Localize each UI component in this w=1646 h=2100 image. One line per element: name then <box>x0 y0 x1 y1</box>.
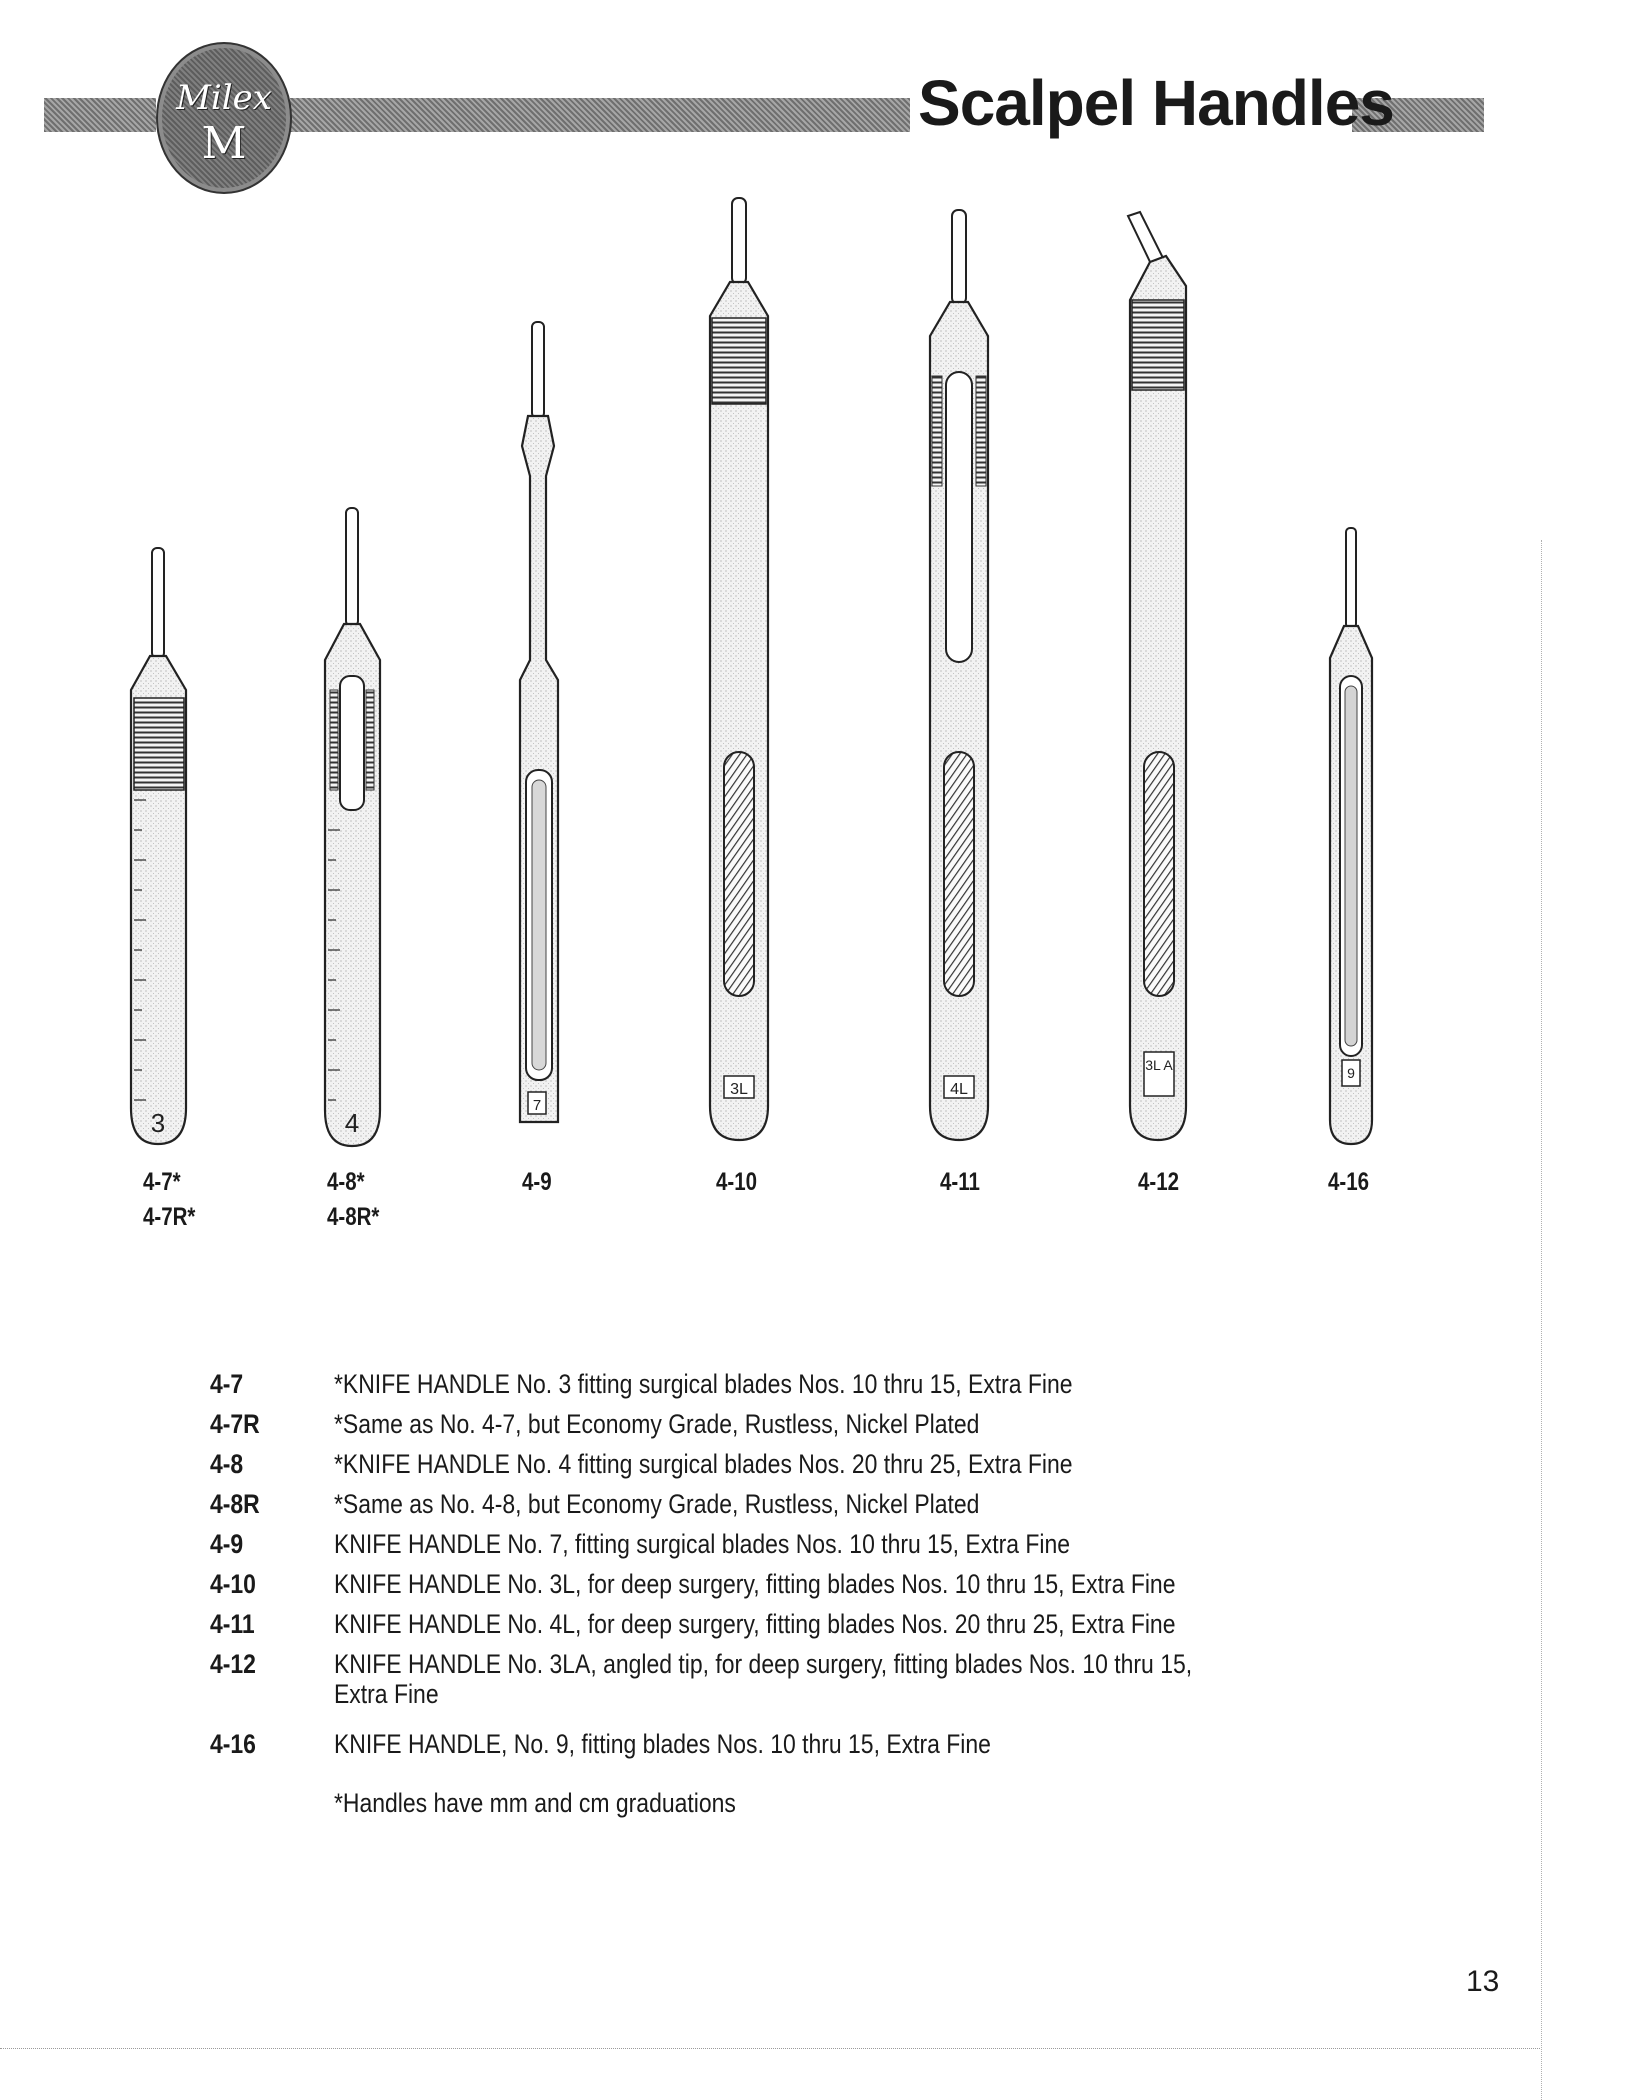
description-text: KNIFE HANDLE No. 4L, for deep surgery, fitting blades Nos. 20 thru 25, Extra Fine <box>334 1609 1176 1639</box>
label-4-8r: 4-8R* <box>327 1203 380 1231</box>
description-code: 4-7 <box>210 1369 244 1399</box>
handle-stamp-4-16: 9 <box>1347 1065 1355 1081</box>
description-code: 4-8 <box>210 1449 244 1479</box>
handle-4-11-drawing <box>930 210 988 1140</box>
description-code: 4-12 <box>210 1649 256 1679</box>
description-code: 4-16 <box>210 1729 256 1759</box>
label-4-10: 4-10 <box>716 1168 758 1196</box>
description-code: 4-8R <box>210 1489 260 1519</box>
handle-stamp-4-10: 3L <box>730 1081 748 1098</box>
page-number: 13 <box>1466 1965 1500 1998</box>
handle-4-12-drawing <box>1128 212 1186 1140</box>
right-divider <box>1541 540 1542 2100</box>
label-4-9: 4-9 <box>522 1168 552 1196</box>
description-text: *KNIFE HANDLE No. 3 fitting surgical blades Nos. 10 thru 15, Extra Fine <box>334 1369 1073 1399</box>
footnote: *Handles have mm and cm graduations <box>334 1788 736 1818</box>
page-title: Scalpel Handles <box>918 67 1394 139</box>
description-text: *Same as No. 4-7, but Economy Grade, Rustless, Nickel Plated <box>334 1409 980 1439</box>
description-code: 4-7R <box>210 1409 260 1439</box>
label-4-7r: 4-7R* <box>143 1203 196 1231</box>
description-text: *KNIFE HANDLE No. 4 fitting surgical blades Nos. 20 thru 25, Extra Fine <box>334 1449 1073 1479</box>
label-4-12: 4-12 <box>1138 1168 1180 1196</box>
handle-4-7-drawing <box>131 548 186 1144</box>
label-4-8: 4-8* <box>327 1168 365 1196</box>
handle-stamp-4-7: 3 <box>150 1108 166 1138</box>
label-4-16: 4-16 <box>1328 1168 1370 1196</box>
handle-4-16-drawing <box>1330 528 1372 1144</box>
description-text: KNIFE HANDLE No. 3L, for deep surgery, fitting blades Nos. 10 thru 15, Extra Fine <box>334 1569 1176 1599</box>
bottom-divider <box>0 2048 1540 2049</box>
label-4-11: 4-11 <box>940 1168 980 1196</box>
logo-script: Milex <box>176 78 272 118</box>
description-code: 4-9 <box>210 1529 244 1559</box>
description-text: *Same as No. 4-8, but Economy Grade, Rustless, Nickel Plated <box>334 1489 980 1519</box>
logo-letter: M <box>201 118 247 169</box>
handle-stamp-4-11: 4L <box>950 1081 968 1098</box>
handle-4-10-drawing <box>710 198 768 1140</box>
label-4-7: 4-7* <box>143 1168 181 1196</box>
handle-stamp-4-12: 3L A <box>1145 1057 1173 1073</box>
description-code: 4-10 <box>210 1569 256 1599</box>
handle-4-8-drawing <box>325 508 380 1146</box>
description-text: KNIFE HANDLE, No. 9, fitting blades Nos. 10 thru 15, Extra Fine <box>334 1729 991 1759</box>
handle-stamp-4-9: 7 <box>532 1097 542 1114</box>
handle-stamp-4-8: 4 <box>344 1108 360 1138</box>
description-text: KNIFE HANDLE No. 3LA, angled tip, for deep surgery, fitting blades Nos. 10 thru 15, Extra Fine <box>334 1649 1193 1709</box>
handle-4-9-drawing <box>520 322 558 1122</box>
description-text: KNIFE HANDLE No. 7, fitting surgical blades Nos. 10 thru 15, Extra Fine <box>334 1529 1070 1559</box>
description-code: 4-11 <box>210 1609 255 1639</box>
